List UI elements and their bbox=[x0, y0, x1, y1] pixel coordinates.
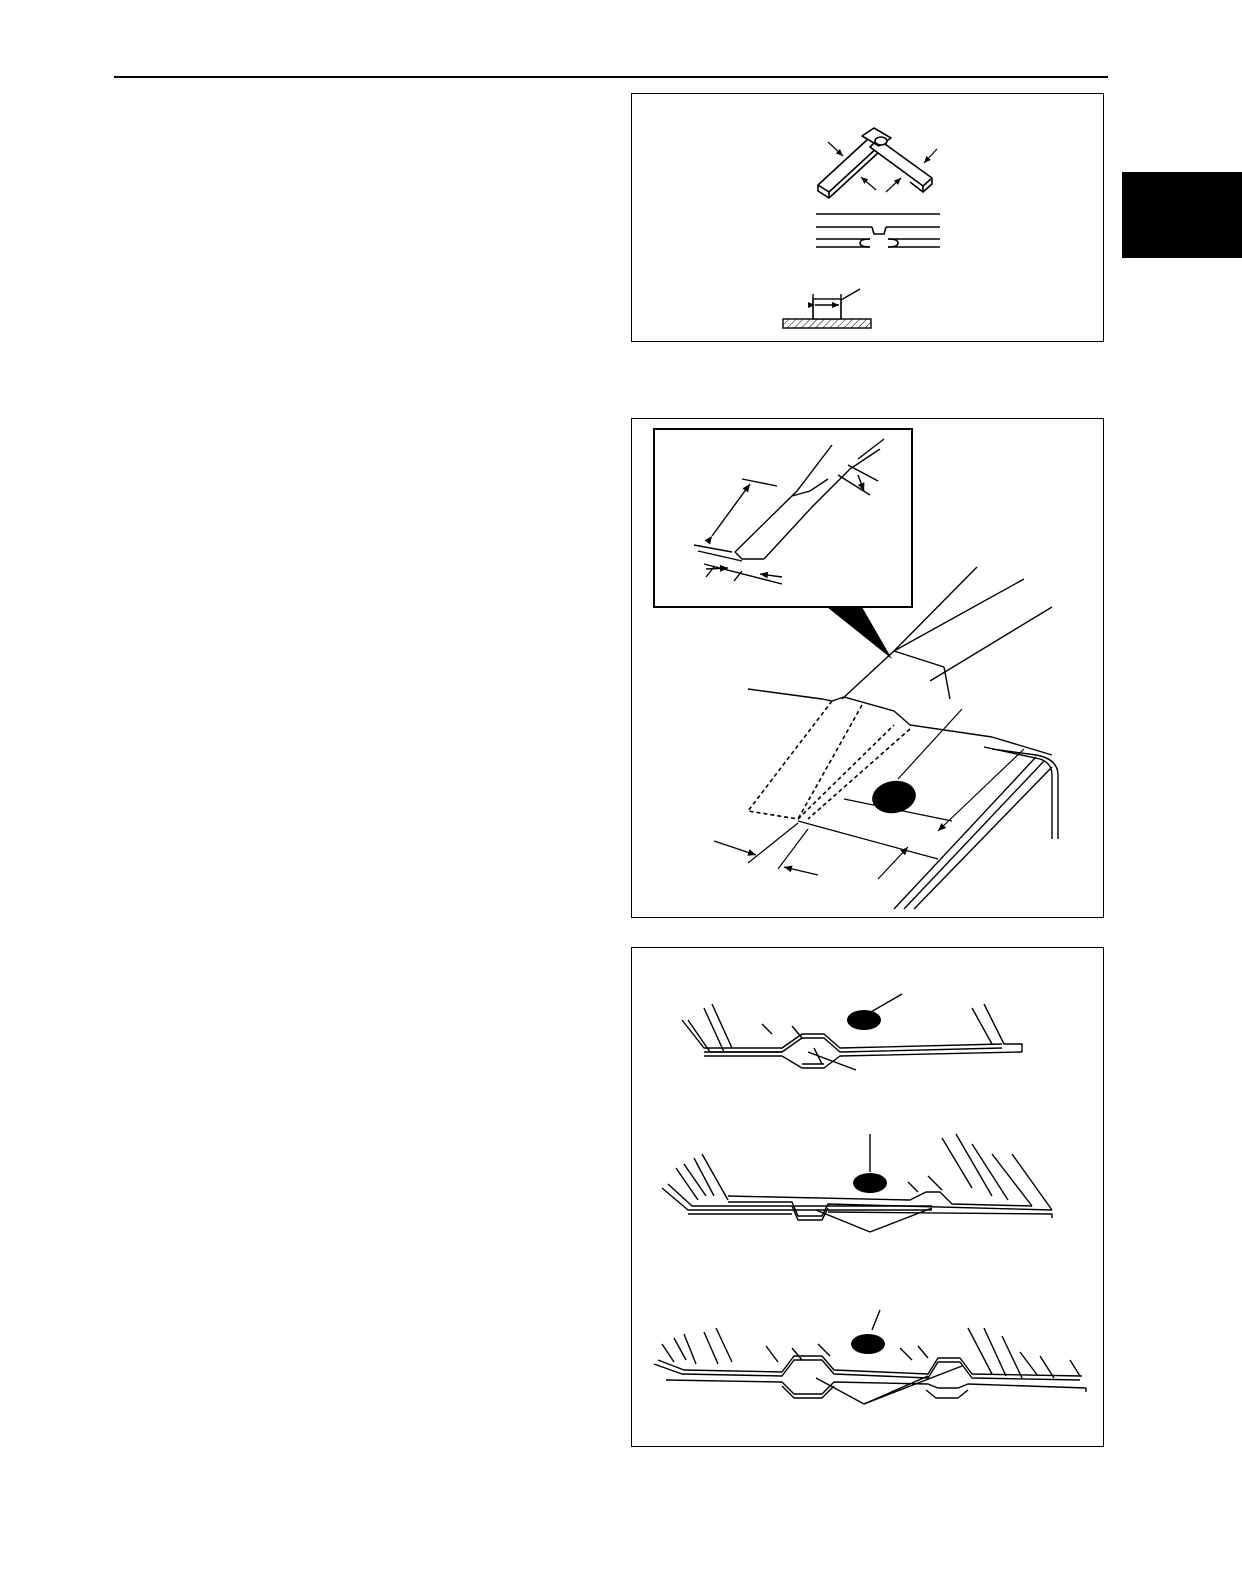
figure-electrode-tip-detail bbox=[631, 418, 1104, 918]
figure-panel-layers bbox=[631, 947, 1104, 1447]
figure-spot-weld-electrodes bbox=[631, 93, 1104, 342]
weld-spot-2 bbox=[853, 1173, 887, 1193]
section-thumb-tab bbox=[1122, 172, 1242, 258]
panel-layers-drawing bbox=[632, 948, 1105, 1448]
electrode-tip-drawing bbox=[632, 419, 1105, 919]
header-rule bbox=[114, 76, 1108, 78]
weld-spot-3 bbox=[851, 1334, 885, 1354]
electrode-arms-drawing bbox=[632, 94, 1105, 343]
weld-spot-1 bbox=[847, 1010, 881, 1030]
